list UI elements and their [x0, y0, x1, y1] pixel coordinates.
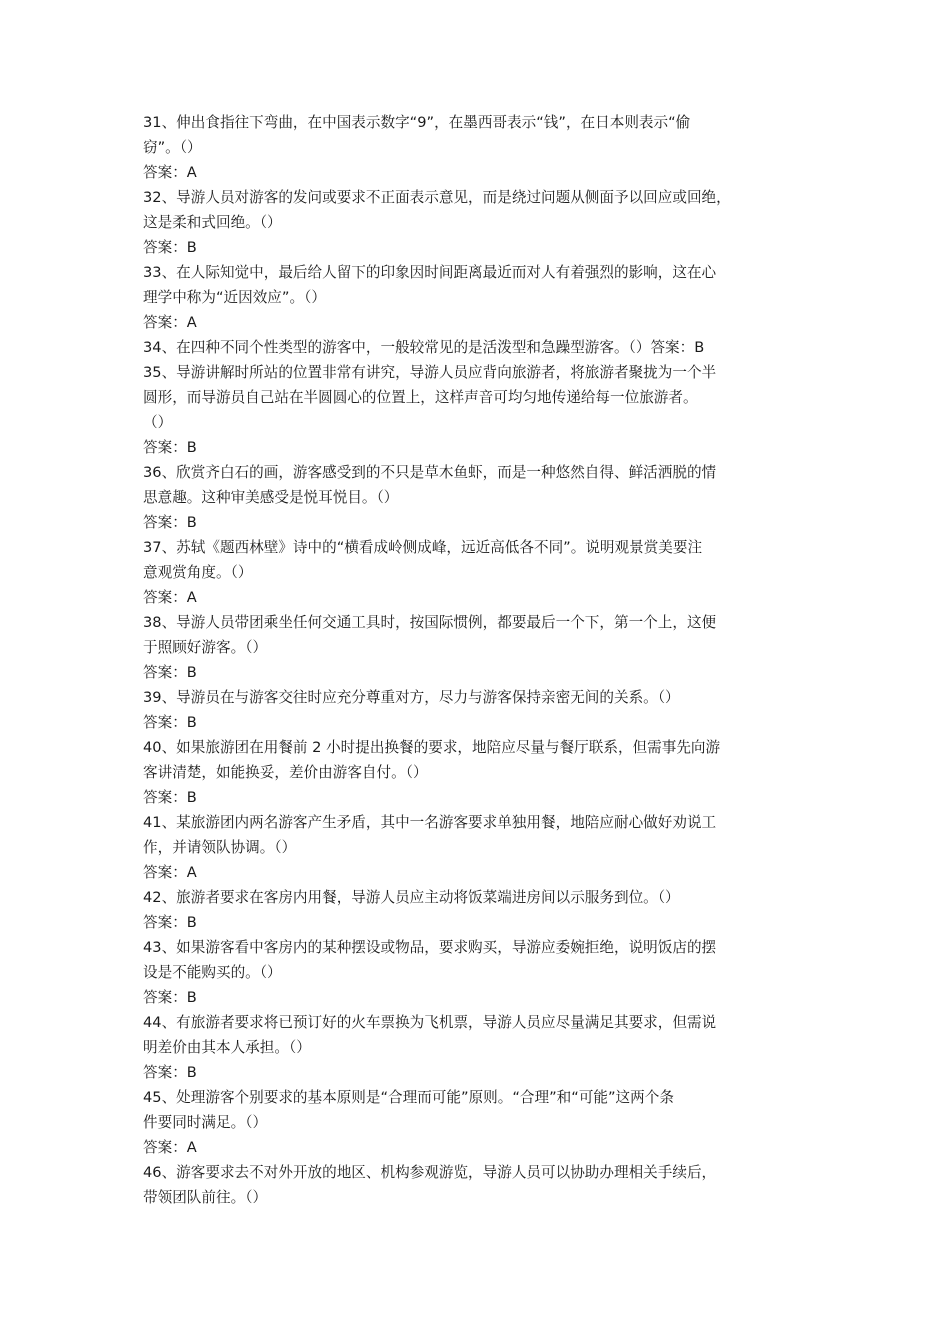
- answer-line: 答案：B: [143, 989, 197, 1006]
- text-line: 46、游客要求去不对外开放的地区、机构参观游览，导游人员可以协助办理相关手续后，: [143, 1164, 717, 1181]
- text-line: 40、如果旅游团在用餐前 2 小时提出换餐的要求，地陪应尽量与餐厅联系，但需事先向游: [143, 739, 721, 756]
- answer-line: 答案：B: [143, 914, 197, 931]
- text-line: 35、导游讲解时所站的位置非常有讲究，导游人员应背向旅游者，将旅游者聚拢为一个半: [143, 364, 717, 381]
- answer-line: 答案：B: [143, 789, 197, 806]
- text-line: （）: [143, 414, 173, 431]
- text-line: 带领团队前往。（）: [143, 1189, 268, 1206]
- answer-line: 答案：B: [143, 239, 197, 256]
- text-line: 38、导游人员带团乘坐任何交通工具时，按国际惯例，都要最后一个下，第一个上，这便: [143, 614, 717, 631]
- text-line: 这是柔和式回绝。（）: [143, 214, 282, 231]
- text-line: 窃”。（）: [143, 139, 202, 156]
- text-line: 31、伸出食指往下弯曲，在中国表示数字“9”，在墨西哥表示“钱”，在日本则表示“偷: [143, 114, 691, 131]
- text-line: 明差价由其本人承担。（）: [143, 1039, 311, 1056]
- text-line: 39、导游员在与游客交往时应充分尊重对方，尽力与游客保持亲密无间的关系。（）: [143, 689, 680, 706]
- text-line: 41、某旅游团内两名游客产生矛盾，其中一名游客要求单独用餐，地陪应耐心做好劝说工: [143, 814, 717, 831]
- answer-line: 答案：A: [143, 314, 197, 331]
- text-line: 32、导游人员对游客的发问或要求不正面表示意见，而是绕过问题从侧面予以回应或回绝，: [143, 189, 731, 206]
- document-page: [143, 110, 815, 1210]
- text-line: 件要同时满足。（）: [143, 1114, 268, 1131]
- text-line: 圆形，而导游员自己站在半圆圆心的位置上，这样声音可均匀地传递给每一位旅游者。: [143, 389, 698, 406]
- answer-line: 答案：A: [143, 589, 197, 606]
- text-line: 作，并请领队协调。（）: [143, 839, 297, 856]
- answer-line: 答案：B: [143, 514, 197, 531]
- text-line: 设是不能购买的。（）: [143, 964, 282, 981]
- answer-line: 答案：B: [143, 714, 197, 731]
- answer-line: 答案：A: [143, 1139, 197, 1156]
- text-line: 33、在人际知觉中，最后给人留下的印象因时间距离最近而对人有着强烈的影响，这在心: [143, 264, 717, 281]
- text-line: 思意趣。这种审美感受是悦耳悦目。（）: [143, 489, 399, 506]
- answer-line: 答案：B: [143, 439, 197, 456]
- text-line: 36、欣赏齐白石的画，游客感受到的不只是草木鱼虾，而是一种悠然自得、鲜活洒脱的情: [143, 464, 717, 481]
- text-line: 45、处理游客个别要求的基本原则是“合理而可能”原则。“合理”和“可能”这两个条: [143, 1089, 674, 1106]
- answer-line: 答案：B: [143, 1064, 197, 1081]
- text-line: 37、苏轼《题西林壁》诗中的“横看成岭侧成峰，远近高低各不同”。说明观景赏美要注: [143, 539, 703, 556]
- text-line: 理学中称为“近因效应”。（）: [143, 289, 326, 306]
- text-line: 意观赏角度。（）: [143, 564, 253, 581]
- answer-line: 答案：A: [143, 164, 197, 181]
- answer-line: 答案：B: [143, 664, 197, 681]
- text-line: 44、有旅游者要求将已预订好的火车票换为飞机票，导游人员应尽量满足其要求，但需说: [143, 1014, 717, 1031]
- text-line: 42、旅游者要求在客房内用餐，导游人员应主动将饭菜端进房间以示服务到位。（）: [143, 889, 680, 906]
- text-line: 43、如果游客看中客房内的某种摆设或物品，要求购买，导游应委婉拒绝，说明饭店的摆: [143, 939, 717, 956]
- text-line: 34、在四种不同个性类型的游客中，一般较常见的是活泼型和急躁型游客。（）答案：B: [143, 339, 705, 356]
- answer-line: 答案：A: [143, 864, 197, 881]
- text-line: 客讲清楚，如能换妥，差价由游客自付。（）: [143, 764, 428, 781]
- text-line: 于照顾好游客。（）: [143, 639, 268, 656]
